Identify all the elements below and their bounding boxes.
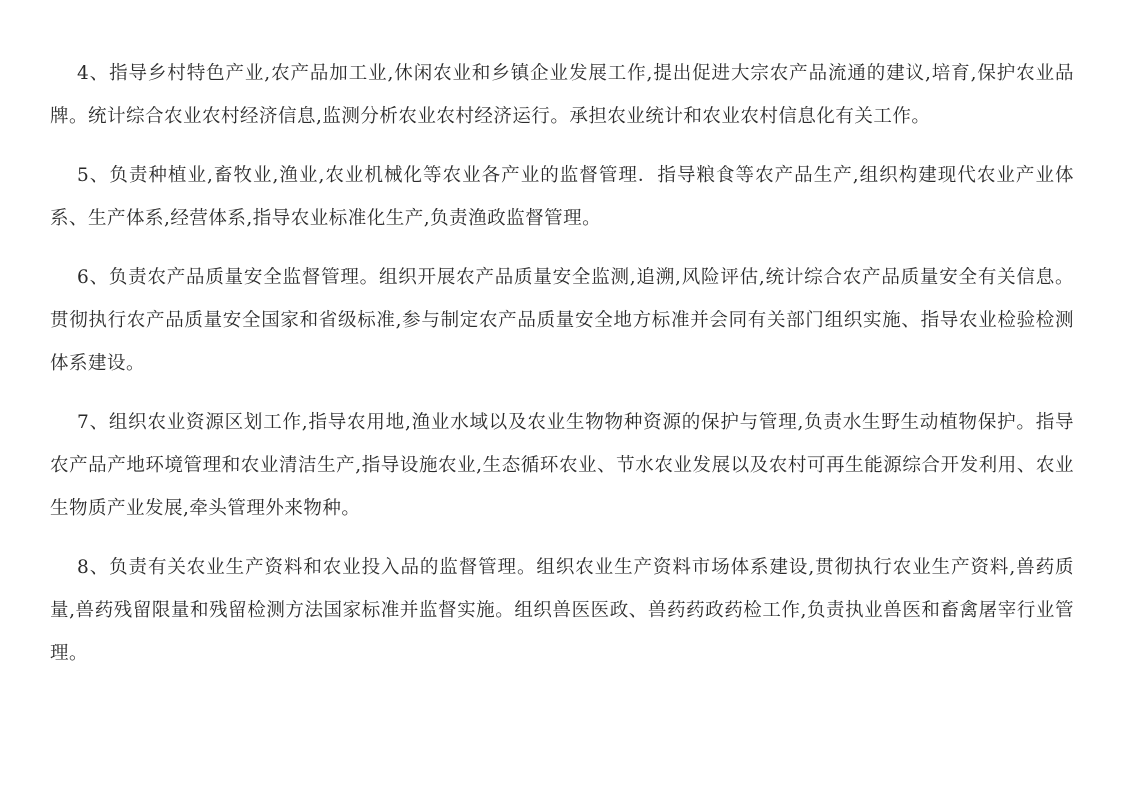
- document-page: [50, 52, 1074, 691]
- paragraph-item-4: 4、指导乡村特色产业,农产品加工业,休闲农业和乡镇企业发展工作,提出促进大宗农产品流通的建议,培育,保护农业品牌。统计综合农业农村经济信息,监测分析农业农村经济运行。承担农业统计和农业农村信息化有关工作。: [50, 63, 1074, 127]
- paragraph-item-5: 5、负责种植业,畜牧业,渔业,农业机械化等农业各产业的监督管理．指导粮食等农产品生产,组织构建现代农业产业体系、生产体系,经营体系,指导农业标准化生产,负责渔政监督管理。: [50, 165, 1074, 229]
- paragraph-item-7: 7、组织农业资源区划工作,指导农用地,渔业水域以及农业生物物种资源的保护与管理,负责水生野生动植物保护。指导农产品产地环境管理和农业清洁生产,指导设施农业,生态循环农业、节水农业发展以及农村可再生能源综合开发利用、农业生物质产业发展,牵头管理外来物种。: [50, 412, 1074, 519]
- paragraph-item-8: 8、负责有关农业生产资料和农业投入品的监督管理。组织农业生产资料市场体系建设,贯彻执行农业生产资料,兽药质量,兽药残留限量和残留检测方法国家标准并监督实施。组织兽医医政、兽药药政药检工作,负责执业兽医和畜禽屠宰行业管理。: [50, 557, 1074, 664]
- paragraph-item-6: 6、负责农产品质量安全监督管理。组织开展农产品质量安全监测,追溯,风险评估,统计综合农产品质量安全有关信息。贯彻执行农产品质量安全国家和省级标准,参与制定农产品质量安全地方标准并会同有关部门组织实施、指导农业检验检测体系建设。: [50, 267, 1074, 374]
